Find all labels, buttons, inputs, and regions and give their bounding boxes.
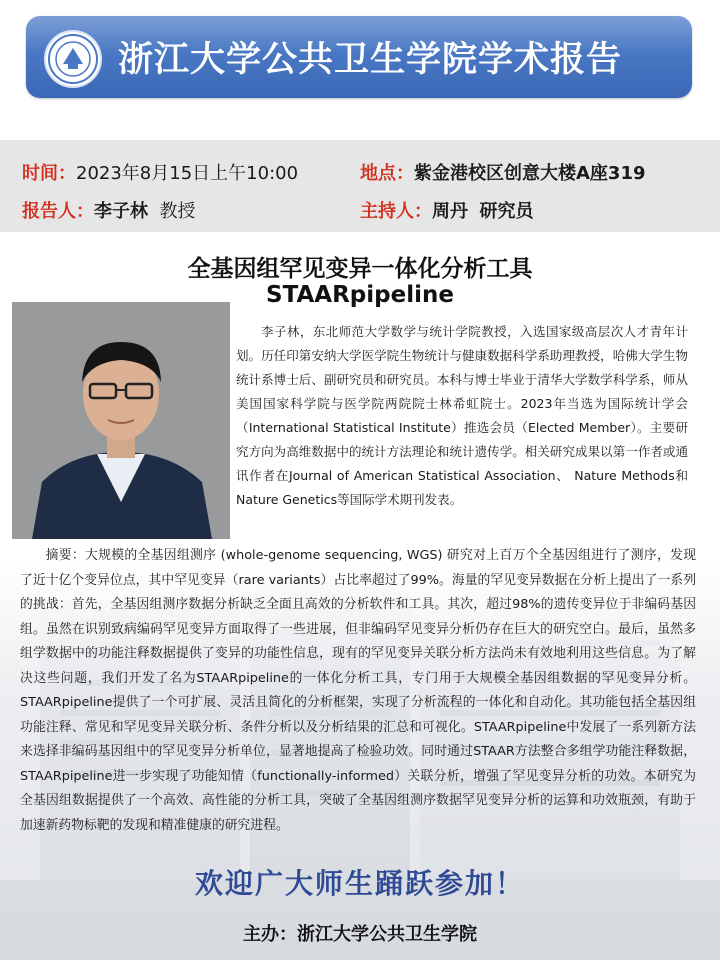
header-banner xyxy=(26,16,692,98)
host-name: 周丹 xyxy=(432,201,468,222)
host-label: 主持人： xyxy=(360,201,432,222)
welcome-slogan: 欢迎广大师生踊跃参加！ xyxy=(194,867,525,900)
host-row xyxy=(360,197,533,223)
time-value: 2023年8月15日上午10:00 xyxy=(76,163,299,184)
university-seal-logo xyxy=(44,30,102,88)
abstract-text: 摘要：大规模的全基因组测序 (whole-genome sequencing, WGS) 研究对上百万个全基因组进行了测序，发现了近十亿个变异位点，其中罕见变异（rare variants）占比率超过了99%。海量的罕见变异数据在分析上提出了一系列的挑战：首先，全基因组测序数据分析缺乏全面且高效的分析软件和工具。其次，超过98%的遗传变异位于非编码基因组。虽然在识别致病编码罕见变异方面取得了一些进展，但非编码罕见变异分析仍存在巨大的研究空白。最后，虽然多组学数据中的功能注释数据提供了变异的功能性信息，现有的罕见变异关联分析方法尚未有效地利用这些信息。为了解决这些问题，我们开发了名为STAARpipeline的一体化分析工具，专门用于大规模全基因组数据的罕见变异分析。STAARpipeline提供了一个可扩展、灵活且简化的分析框架，实现了分析流程的一体化和自动化。其功能包括全基因组功能注释、常见和罕见变异关联分析、条件分析以及分析结果的汇总和可视化。STAARpipeline中发展了一系列新方法来选择非编码基因组中的罕见变异分析单位，显著地提高了检验功效。同时通过STAAR方法整合多组学功能注释数据，STAARpipeline进一步实现了功能知情（functionally-informed）关联分析，增强了罕见变异分析的功效。本研究为全基因组数据提供了一个高效、高性能的分析工具，突破了全基因组测序数据罕见变异分析的运算和功效瓶颈，有助于加速新药物标靶的发现和精准健康的研究进程。 xyxy=(20,548,696,833)
speaker-title: 教授 xyxy=(159,201,196,222)
speaker-name: 李子林 xyxy=(94,201,148,222)
place-row xyxy=(360,159,646,185)
speaker-bio: 李子林，东北师范大学数学与统计学院教授，入选国家级高层次人才青年计划。历任印第安纳大学医学院生物统计与健康数据科学系助理教授，哈佛大学生物统计系博士后、副研究员和研究员。本科与博士毕业于清华大学数学科学系，师从美国国家科学院与医学院两院院士林希虹院士。2023年当选为国际统计学会（International Statistical Institute）推选会员（Elected Member）。主要研究方向为高维数据中的统计方法理论和统计遗传学。相关研究成果以第一作者或通讯作者在Journal of American Statistical Association、 Nature Methods和Nature Genetics等国际学术期刊发表。 xyxy=(236,324,688,507)
event-info-band xyxy=(0,140,720,232)
place-value: 紫金港校区创意大楼A座319 xyxy=(414,163,646,184)
page-title: 浙江大学公共卫生学院学术报告 xyxy=(118,40,623,80)
talk-title: 全基因组罕见变异一体化分析工具 xyxy=(187,256,533,282)
speaker-label: 报告人： xyxy=(22,201,94,222)
place-label: 地点： xyxy=(360,163,414,184)
speaker-photo xyxy=(12,302,230,539)
talk-subtitle: STAARpipeline xyxy=(266,282,454,308)
host-title: 研究员 xyxy=(479,201,534,222)
speaker-row xyxy=(22,197,195,223)
organizer-line: 主办：浙江大学公共卫生学院 xyxy=(243,924,477,945)
time-row xyxy=(22,159,298,185)
time-label: 时间： xyxy=(22,163,76,184)
